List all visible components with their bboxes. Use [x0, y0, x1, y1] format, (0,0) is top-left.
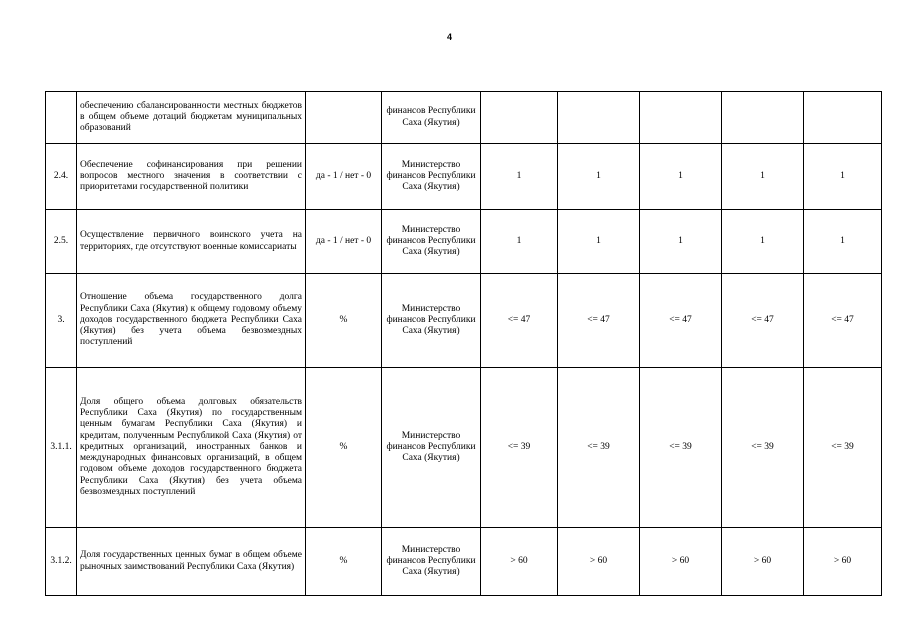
- value-cell: <= 39: [804, 368, 882, 528]
- unit-of-measure: да - 1 / нет - 0: [306, 210, 382, 274]
- table-row: [46, 274, 882, 368]
- unit-of-measure: %: [306, 528, 382, 596]
- indicators-table: [45, 91, 882, 596]
- value-cell: 1: [804, 144, 882, 210]
- value-cell: 1: [804, 210, 882, 274]
- indicator-description: Осуществление первичного воинского учета на территориях, где отсутствуют военные комиссариаты: [77, 210, 306, 274]
- table-row: [46, 210, 882, 274]
- responsible-agency: Министерство финансов Республики Саха (Якутия): [382, 144, 481, 210]
- value-cell: [558, 92, 640, 144]
- value-cell: [804, 92, 882, 144]
- row-number: 2.5.: [46, 210, 77, 274]
- value-cell: <= 39: [722, 368, 804, 528]
- value-cell: > 60: [722, 528, 804, 596]
- value-cell: > 60: [481, 528, 558, 596]
- responsible-agency: Министерство финансов Республики Саха (Якутия): [382, 368, 481, 528]
- value-cell: 1: [558, 210, 640, 274]
- value-cell: <= 47: [640, 274, 722, 368]
- value-cell: 1: [481, 210, 558, 274]
- unit-of-measure: %: [306, 274, 382, 368]
- table-row: [46, 368, 882, 528]
- unit-of-measure: %: [306, 368, 382, 528]
- row-number: 3.1.1.: [46, 368, 77, 528]
- value-cell: > 60: [804, 528, 882, 596]
- value-cell: 1: [481, 144, 558, 210]
- value-cell: 1: [722, 210, 804, 274]
- value-cell: 1: [640, 210, 722, 274]
- value-cell: <= 39: [558, 368, 640, 528]
- page-number: 4: [447, 32, 453, 42]
- value-cell: <= 47: [804, 274, 882, 368]
- indicator-description: Доля государственных ценных бумаг в общем объеме рыночных заимствований Республики Саха (Якутия): [77, 528, 306, 596]
- table-row: [46, 92, 882, 144]
- value-cell: <= 47: [558, 274, 640, 368]
- value-cell: 1: [640, 144, 722, 210]
- value-cell: [481, 92, 558, 144]
- value-cell: > 60: [558, 528, 640, 596]
- value-cell: > 60: [640, 528, 722, 596]
- responsible-agency: Министерство финансов Республики Саха (Якутия): [382, 528, 481, 596]
- value-cell: <= 47: [722, 274, 804, 368]
- indicator-description: обеспечению сбалансированности местных бюджетов в общем объеме дотаций бюджетам муниципальных образований: [77, 92, 306, 144]
- value-cell: [640, 92, 722, 144]
- table-row: [46, 144, 882, 210]
- row-number: [46, 92, 77, 144]
- indicator-description: Доля общего объема долговых обязательств Республики Саха (Якутия) по государственным ценным бумагам Республики Саха (Якутия) и кредитам, полученным Республикой Саха (Якутия) от кредитных организаций, иностранных банков и международных финансовых организаций, в общем годовом объеме доходов государственного бюджета Республики Саха (Якутия) без учета объема безвозмездных поступлений: [77, 368, 306, 528]
- indicator-description: Отношение объема государственного долга Республики Саха (Якутия) к общему годовому объему доходов государственного бюджета Республики Саха (Якутия) без учета объема безвозмездных поступлений: [77, 274, 306, 368]
- responsible-agency: финансов Республики Саха (Якутия): [382, 92, 481, 144]
- value-cell: 1: [558, 144, 640, 210]
- table-row: [46, 528, 882, 596]
- value-cell: 1: [722, 144, 804, 210]
- row-number: 3.: [46, 274, 77, 368]
- row-number: 2.4.: [46, 144, 77, 210]
- value-cell: <= 39: [640, 368, 722, 528]
- indicator-description: Обеспечение софинансирования при решении вопросов местного значения в соответствии с приоритетами государственной политики: [77, 144, 306, 210]
- unit-of-measure: да - 1 / нет - 0: [306, 144, 382, 210]
- value-cell: [722, 92, 804, 144]
- value-cell: <= 39: [481, 368, 558, 528]
- row-number: 3.1.2.: [46, 528, 77, 596]
- value-cell: <= 47: [481, 274, 558, 368]
- responsible-agency: Министерство финансов Республики Саха (Якутия): [382, 210, 481, 274]
- responsible-agency: Министерство финансов Республики Саха (Якутия): [382, 274, 481, 368]
- unit-of-measure: [306, 92, 382, 144]
